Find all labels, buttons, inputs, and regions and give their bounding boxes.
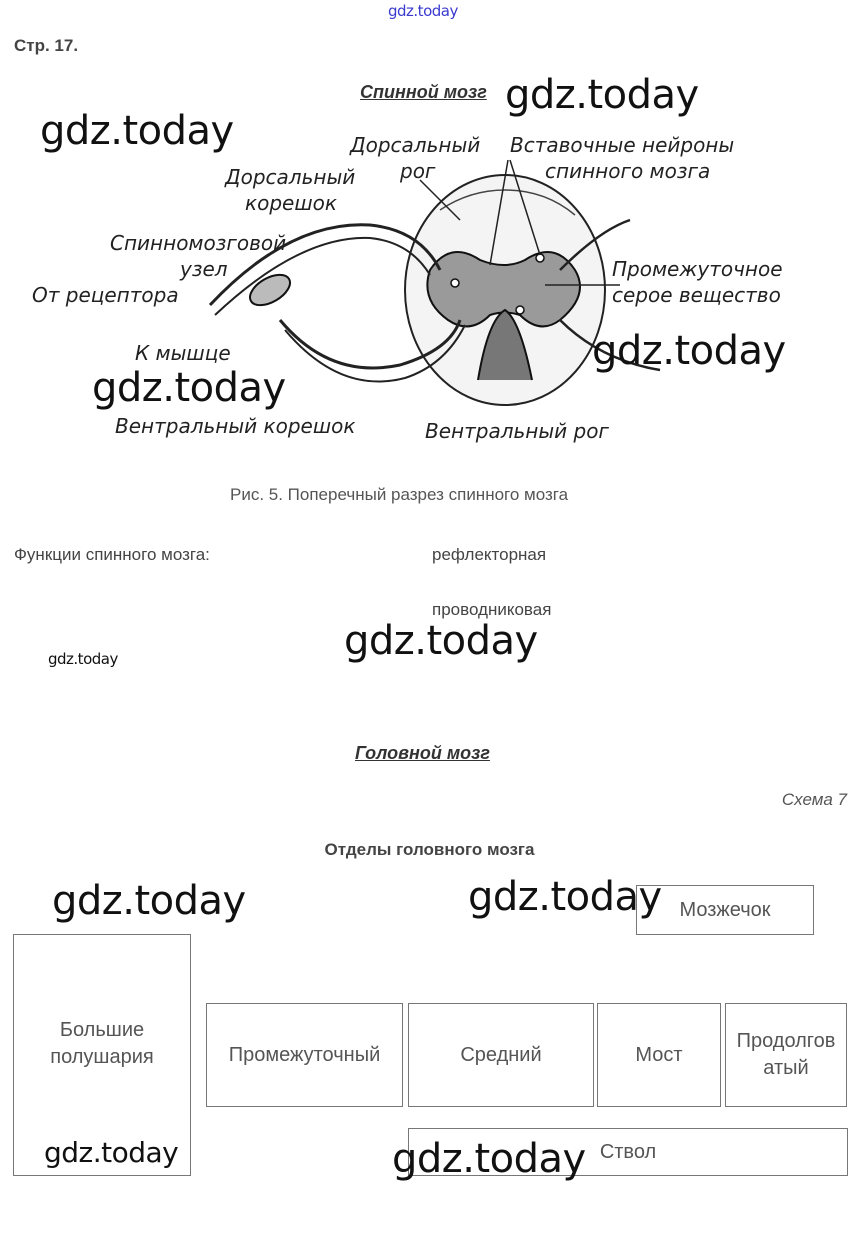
watermark: gdz.today — [92, 365, 286, 411]
box-medulla — [725, 1003, 847, 1107]
label-interneurons-1: Вставочные нейроны — [510, 133, 735, 157]
label-dorsal-root-1: Дорсальный — [225, 165, 356, 189]
watermark: gdz.today — [344, 618, 538, 664]
scheme-label: Схема 7 — [781, 790, 847, 809]
function-item: рефлекторная — [432, 545, 547, 564]
label-intermediate-2: серое вещество — [612, 283, 781, 307]
functions-label: Функции спинного мозга: — [14, 545, 210, 564]
watermark: gdz.today — [48, 650, 118, 668]
box-pons: Мост — [597, 1003, 721, 1107]
label-interneurons-2: спинного мозга — [545, 159, 711, 183]
watermark: gdz.today — [52, 878, 246, 924]
watermark: gdz.today — [592, 328, 786, 374]
box-diencephalon-text: Промежуточный — [228, 1043, 381, 1066]
label-ventral-root: Вентральный корешок — [115, 414, 356, 438]
spinal-ganglion — [245, 269, 295, 312]
watermark: gdz.today — [388, 2, 458, 20]
watermark: gdz.today — [44, 1136, 179, 1169]
watermark: gdz.today — [468, 874, 662, 920]
neuron-dot — [516, 306, 524, 314]
label-to-muscle: К мышце — [135, 341, 231, 365]
label-intermediate-1: Промежуточное — [612, 257, 783, 281]
label-ganglion-2: узел — [180, 257, 228, 281]
neuron-dot — [536, 254, 544, 262]
page-number: Стр. 17. — [14, 36, 79, 55]
box-medulla-text: Продолговатый — [736, 1030, 836, 1079]
neuron-dot — [451, 279, 459, 287]
box-stem: Ствол — [408, 1128, 848, 1176]
function-item: проводниковая — [432, 600, 552, 619]
box-midbrain: Средний — [408, 1003, 594, 1107]
watermark: gdz.today — [40, 108, 234, 154]
label-dorsal-horn-1: Дорсальный — [350, 133, 481, 157]
label-dorsal-root-2: корешок — [245, 191, 337, 215]
label-ganglion-1: Спинномозговой — [110, 231, 287, 255]
watermark: gdz.today — [392, 1136, 586, 1182]
spinal-cord-title: Спинной мозг — [360, 82, 487, 102]
scheme-title: Отделы головного мозга — [324, 840, 535, 859]
label-ventral-horn: Вентральный рог — [425, 419, 609, 443]
label-dorsal-horn-2: рог — [400, 159, 436, 183]
box-diencephalon — [206, 1003, 403, 1107]
label-from-receptor: От рецептора — [32, 283, 179, 307]
box-hemispheres: Большие полушария — [13, 934, 191, 1176]
figure-caption: Рис. 5. Поперечный разрез спинного мозга — [230, 485, 569, 504]
box-cerebellum: Мозжечок — [636, 885, 814, 935]
watermark: gdz.today — [505, 72, 699, 118]
brain-title: Головной мозг — [355, 743, 490, 763]
